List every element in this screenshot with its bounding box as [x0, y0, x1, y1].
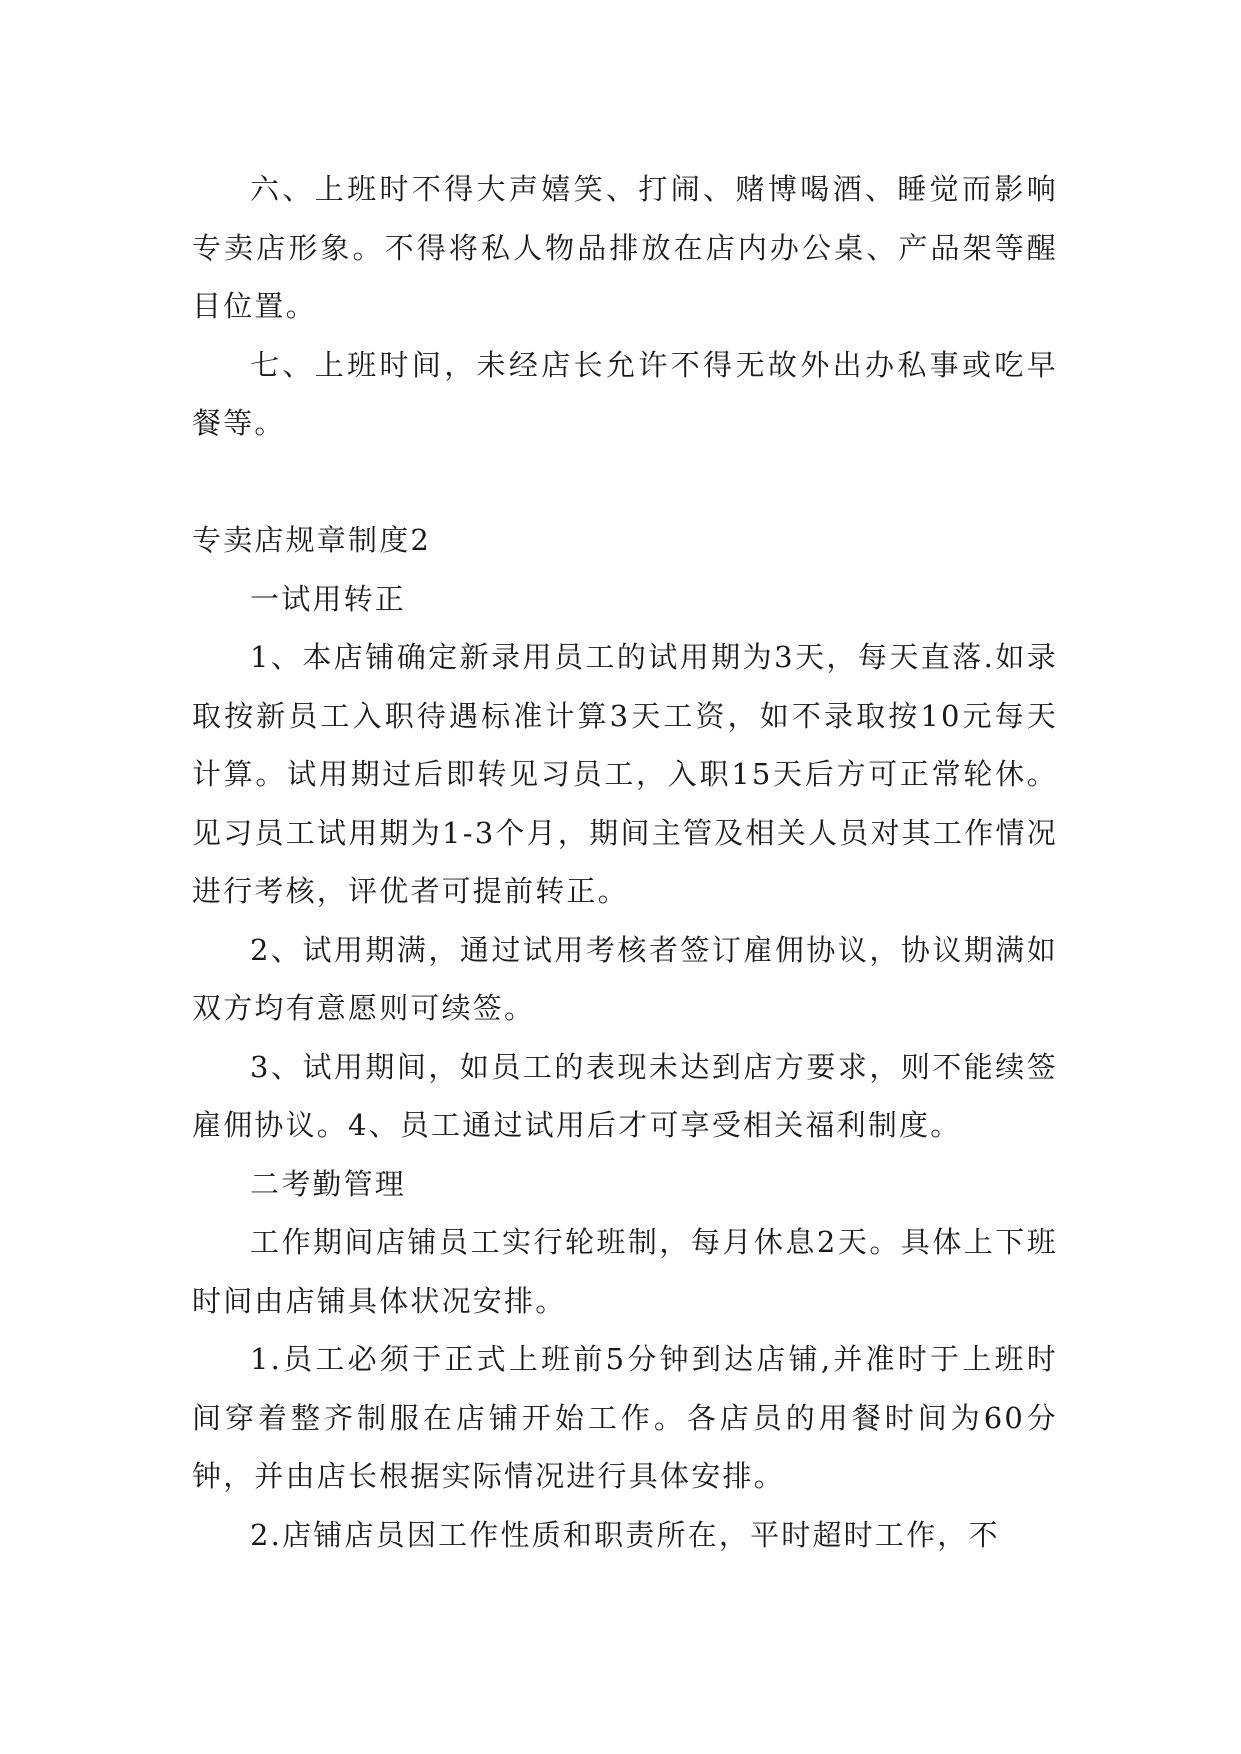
paragraph-probation-1: 1、本店铺确定新录用员工的试用期为3天，每天直落.如录取按新员工入职待遇标准计算3天工资，如不录取按10元每天计算。试用期过后即转见习员工，入职15天后方可正常轮休。见习员工试用期为1-3个月，期间主管及相关人员对其工作情况进行考核，评优者可提前转正。 — [192, 640, 1058, 908]
paragraph-attendance-intro: 工作期间店铺员工实行轮班制，每月休息2天。具体上下班时间由店铺具体状况安排。 — [192, 1225, 1058, 1318]
section-title: 专卖店规章制度2 — [192, 523, 432, 557]
paragraph-rule-seven: 七、上班时间，未经店长允许不得无故外出办私事或吃早餐等。 — [192, 347, 1058, 440]
document-page — [192, 160, 1058, 1564]
paragraph-probation-3: 3、试用期间，如员工的表现未达到店方要求，则不能续签雇佣协议。4、员工通过试用后才可享受相关福利制度。 — [192, 1049, 1058, 1142]
paragraph-attendance-2: 2.店铺店员因工作性质和职责所在，平时超时工作，不 — [250, 1517, 1000, 1552]
subheading-probation: 一试用转正 — [250, 581, 407, 616]
paragraph-attendance-1: 1.员工必须于正式上班前5分钟到达店铺,并准时于上班时间穿着整齐制服在店铺开始工作。各店员的用餐时间为60分钟，并由店长根据实际情况进行具体安排。 — [192, 1342, 1058, 1493]
subheading-attendance: 二考勤管理 — [250, 1166, 407, 1201]
paragraph-probation-2: 2、试用期满，通过试用考核者签订雇佣协议，协议期满如双方均有意愿则可续签。 — [192, 932, 1058, 1025]
section-gap — [192, 453, 1058, 512]
paragraph-rule-six: 六、上班时不得大声嬉笑、打闹、赌博喝酒、睡觉而影响专卖店形象。不得将私人物品排放在店内办公桌、产品架等醒目位置。 — [192, 172, 1058, 323]
